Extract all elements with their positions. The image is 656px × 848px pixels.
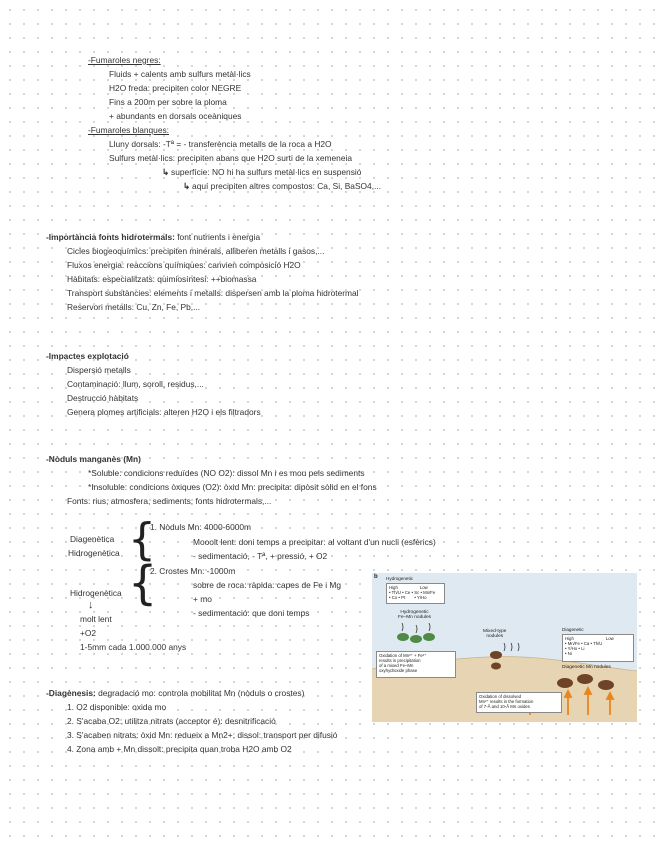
text-line: Hàbitats: especialitzats: quimiosíntesi: ++biomassa bbox=[67, 274, 257, 284]
text-line: H2O freda: precipiten color NEGRE bbox=[109, 83, 242, 93]
text-line: - sedimentació: que doni temps bbox=[193, 608, 310, 618]
hydro-title: Hydrogenetic bbox=[386, 576, 414, 581]
nodule-formation-figure bbox=[372, 573, 637, 722]
mixed-nodule bbox=[491, 663, 501, 670]
text-line: molt lent bbox=[80, 614, 112, 624]
impactes-title: -Impactes explotació bbox=[46, 351, 129, 361]
item2-title: 2. Crostes Mn: -1000m bbox=[150, 566, 236, 576]
text-line: - sedimentació, - Tª, + pressió, + O2 bbox=[193, 551, 328, 561]
text-line: Lluny dorsals: -Tª = - transferència metalls de la roca a H2O bbox=[109, 139, 332, 149]
text-line: Fluids + calents amb sulfurs metàl·lics bbox=[109, 69, 251, 79]
brace-icon: { bbox=[128, 514, 156, 565]
brace-icon: { bbox=[128, 556, 158, 610]
diagenesis-title: -Diagènesis: degradació mo: controla mobilitat Mn (nòduls o crostes) bbox=[46, 688, 305, 698]
text-line: 1-5mm cada 1.000.000 anys bbox=[80, 642, 187, 652]
hydrogenetic-nodule bbox=[423, 633, 435, 641]
text-line: Mooolt lent: doni temps a precipitar: al voltant d'un nucli (esfèrics) bbox=[193, 537, 436, 547]
importancia-title: -Importància fonts hidrotermals: font nutrients i energia bbox=[46, 232, 261, 242]
text-line: 1. O2 disponible: oxida mo bbox=[67, 702, 167, 712]
text-line: 2. S'acaba O2: utilitza nitrats (acceptor é): desnitrificació bbox=[67, 716, 276, 726]
text-line: Destrucció hàbitats bbox=[67, 393, 139, 403]
text-line: + mo bbox=[193, 594, 212, 604]
noduls-title: -Nòduls manganès (Mn) bbox=[46, 454, 141, 464]
sub-line: ↳ superfície: NO hi ha sulfurs metàl·lics en suspensió bbox=[162, 167, 362, 177]
text-line: Transport substàncies: elements i metalls: dispersen amb la ploma hidrotermal bbox=[67, 288, 359, 298]
diagenetic-nodule bbox=[598, 680, 614, 690]
oxidation-box-1: Oxidation of Mn²⁺ + Fe²⁺ results in precipitation of a mixed Fe–Mn oxyhydroxide phase bbox=[376, 651, 456, 678]
oxidation-box-2: Oxidation of dissolved Mn²⁺ results in the formation of 7-Å and 10-Å Mn oxides bbox=[476, 692, 562, 713]
precipitation-arrows bbox=[402, 623, 430, 633]
text-line: sobre de roca: ràpida: capes de Fe i Mg bbox=[193, 580, 342, 590]
text-line: Cicles biogeoquímics: precipiten minerals, alliberen metalls i gasos,... bbox=[67, 246, 325, 256]
text-line: 4. Zona amb + Mn dissolt: precipita quan troba H2O amb O2 bbox=[67, 744, 292, 754]
text-line: Fins a 200m per sobre la ploma bbox=[109, 97, 227, 107]
text-line: 3. S'acaben nitrats: òxid Mn: redueix a Mn2+: dissol: transport per difusió bbox=[67, 730, 338, 740]
origin-label: Diagenètica bbox=[70, 534, 115, 544]
diagenetic-nodule bbox=[557, 678, 573, 688]
hook-arrow-icon: ↳ bbox=[162, 167, 170, 177]
text-line: Reservori metalls: Cu, Zn, Fe, Pb,... bbox=[67, 302, 201, 312]
diag-box: High Low • Mn/Fe • Ca • Th/U • Y/Ho • Li • Ni bbox=[562, 634, 634, 662]
origin-label: Hidrogenètica bbox=[70, 588, 122, 598]
item1-title: 1. Nòduls Mn: 4000-6000m bbox=[150, 522, 252, 532]
text-line: Genera plomes artificials: alteren H2O i els filtradors bbox=[67, 407, 261, 417]
origin-label: Hidrogenètica bbox=[68, 548, 120, 558]
hydrogenetic-nodule bbox=[397, 633, 409, 641]
text-line: *Soluble: condicions reduïdes (NO O2): dissol Mn i es mou pels sediments bbox=[88, 468, 365, 478]
hydrogenetic-nodule bbox=[410, 635, 422, 643]
fonts-line: Fonts: rius, atmosfera, sediments, fonts hidrotermals,... bbox=[67, 496, 272, 506]
hook-arrow-icon: ↳ bbox=[183, 181, 191, 191]
text-line: *Insoluble: condicions òxiques (O2): òxid Mn: precipita: dipòsit sòlid en el fons bbox=[88, 482, 377, 492]
diagenetic-nodule bbox=[577, 674, 593, 684]
down-arrow-icon: ↓ bbox=[88, 599, 94, 611]
hydro-nodules-label: Hydrogenetic Fe–Mn nodules bbox=[398, 610, 432, 620]
text-line: Sulfurs metàl·lics: precipiten abans que H2O surti de la xemeneia bbox=[109, 153, 352, 163]
text-line: Fluxos energia: reaccions químiques: canvien composició H2O bbox=[67, 260, 301, 270]
text-line: Contaminació: llum, soroll, residus,... bbox=[67, 379, 204, 389]
mixed-nodule bbox=[490, 651, 502, 659]
diag-nodules-label: Diagenetic Mn nodules bbox=[562, 665, 611, 670]
fumaroles-blanques-title: -Fumaroles blanques: bbox=[88, 125, 169, 135]
panel-label: b bbox=[374, 574, 378, 580]
fumaroles-negres-title: -Fumaroles negres: bbox=[88, 55, 161, 65]
text-line: + abundants en dorsals oceàniques bbox=[109, 111, 242, 121]
hydro-box: High Low • Th/U • Ce • Sc • Mn/Fe • Co • Pt • Y/Ho bbox=[386, 583, 445, 604]
text-line: +O2 bbox=[80, 628, 97, 638]
precipitation-arrows bbox=[504, 643, 519, 651]
sub-line: ↳ aquí precipiten altres compostos: Ca, Si, BaSO4,... bbox=[183, 181, 382, 191]
mixed-label: Mixed-type nodules bbox=[483, 629, 507, 639]
diag-title: Diagenetic bbox=[562, 627, 584, 632]
text-line: Dispersió metalls bbox=[67, 365, 131, 375]
